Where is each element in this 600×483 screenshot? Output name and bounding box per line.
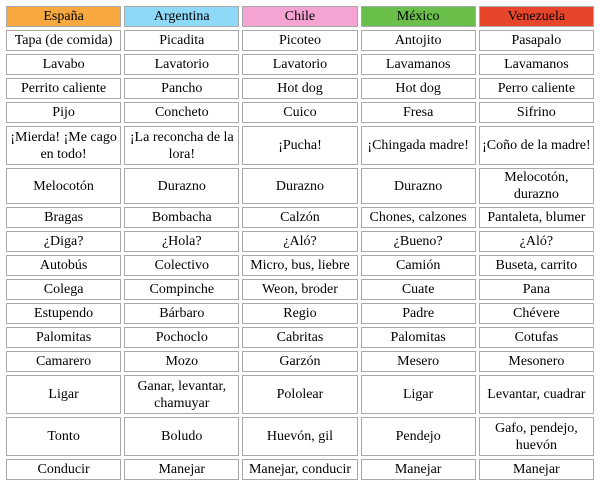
table-cell: Colectivo <box>124 255 239 276</box>
header-venezuela: Venezuela <box>479 6 594 27</box>
table-cell: Fresa <box>361 102 476 123</box>
table-cell: Melocotón <box>6 168 121 204</box>
table-cell: Durazno <box>361 168 476 204</box>
table-cell: Manejar <box>124 459 239 480</box>
table-cell: ¡Mierda! ¡Me cago en todo! <box>6 126 121 165</box>
table-cell: Boludo <box>124 417 239 456</box>
table-cell: Camarero <box>6 351 121 372</box>
table-row <box>6 459 594 480</box>
table-cell: Autobús <box>6 255 121 276</box>
table-cell: ¿Hola? <box>124 231 239 252</box>
table-cell: ¿Bueno? <box>361 231 476 252</box>
table-cell: Picadita <box>124 30 239 51</box>
table-cell: Bombacha <box>124 207 239 228</box>
table-cell: Pantaleta, blumer <box>479 207 594 228</box>
table-cell: Melocotón, durazno <box>479 168 594 204</box>
table-cell: Mozo <box>124 351 239 372</box>
table-cell: Picoteo <box>242 30 357 51</box>
table-cell: Lavatorio <box>124 54 239 75</box>
table-cell: Lavabo <box>6 54 121 75</box>
table-cell: Lavamanos <box>361 54 476 75</box>
table-cell: Manejar <box>479 459 594 480</box>
table-cell: Manejar, conducir <box>242 459 357 480</box>
table-cell: Micro, bus, liebre <box>242 255 357 276</box>
table-row <box>6 303 594 324</box>
table-row <box>6 231 594 252</box>
table-cell: Hot dog <box>361 78 476 99</box>
table-cell: Gafo, pendejo, huevón <box>479 417 594 456</box>
table-cell: Pana <box>479 279 594 300</box>
table-cell: Chones, calzones <box>361 207 476 228</box>
table-cell: Padre <box>361 303 476 324</box>
table-cell: Pochoclo <box>124 327 239 348</box>
table-row <box>6 54 594 75</box>
table-cell: Camión <box>361 255 476 276</box>
table-cell: Colega <box>6 279 121 300</box>
header-row <box>6 6 594 27</box>
table-cell: Bragas <box>6 207 121 228</box>
header-chile: Chile <box>242 6 357 27</box>
table-cell: Cuico <box>242 102 357 123</box>
table-row <box>6 279 594 300</box>
table-row <box>6 327 594 348</box>
table-cell: Cotufas <box>479 327 594 348</box>
table-cell: Garzón <box>242 351 357 372</box>
header-argentina: Argentina <box>124 6 239 27</box>
table-cell: ¿Aló? <box>242 231 357 252</box>
table-cell: Compinche <box>124 279 239 300</box>
table-cell: Sifrino <box>479 102 594 123</box>
table-row <box>6 417 594 456</box>
table-cell: Pendejo <box>361 417 476 456</box>
table-cell: Tonto <box>6 417 121 456</box>
table-cell: Cabritas <box>242 327 357 348</box>
table-cell: Palomitas <box>361 327 476 348</box>
table-cell: Palomitas <box>6 327 121 348</box>
table-cell: Chévere <box>479 303 594 324</box>
table-cell: Ligar <box>361 375 476 414</box>
table-cell: Lavatorio <box>242 54 357 75</box>
table-cell: Huevón, gil <box>242 417 357 456</box>
table-cell: ¡Pucha! <box>242 126 357 165</box>
table-cell: Buseta, carrito <box>479 255 594 276</box>
table-cell: Pijo <box>6 102 121 123</box>
vocabulary-table <box>3 3 597 483</box>
header-espana: España <box>6 6 121 27</box>
table-cell: ¡Coño de la madre! <box>479 126 594 165</box>
table-row <box>6 375 594 414</box>
table-row <box>6 126 594 165</box>
table-cell: Perrito caliente <box>6 78 121 99</box>
table-cell: ¿Diga? <box>6 231 121 252</box>
table-cell: Pasapalo <box>479 30 594 51</box>
table-cell: ¡La reconcha de la lora! <box>124 126 239 165</box>
table-cell: Mesero <box>361 351 476 372</box>
header-mexico: México <box>361 6 476 27</box>
table-cell: Ligar <box>6 375 121 414</box>
table-cell: Durazno <box>242 168 357 204</box>
table-cell: Pololear <box>242 375 357 414</box>
table-cell: Manejar <box>361 459 476 480</box>
table-cell: Cuate <box>361 279 476 300</box>
table-cell: Lavamanos <box>479 54 594 75</box>
table-cell: Ganar, levantar, chamuyar <box>124 375 239 414</box>
table-row <box>6 168 594 204</box>
table-cell: Hot dog <box>242 78 357 99</box>
table-cell: Estupendo <box>6 303 121 324</box>
table-row <box>6 351 594 372</box>
table-cell: Concheto <box>124 102 239 123</box>
table-row <box>6 207 594 228</box>
table-cell: Conducir <box>6 459 121 480</box>
table-cell: Durazno <box>124 168 239 204</box>
table-cell: Pancho <box>124 78 239 99</box>
table-cell: Calzón <box>242 207 357 228</box>
table-row <box>6 102 594 123</box>
table-cell: Mesonero <box>479 351 594 372</box>
table-cell: Bárbaro <box>124 303 239 324</box>
table-cell: Levantar, cuadrar <box>479 375 594 414</box>
table-cell: ¿Aló? <box>479 231 594 252</box>
table-cell: Antojito <box>361 30 476 51</box>
table-row <box>6 30 594 51</box>
table-row <box>6 78 594 99</box>
table-cell: Regio <box>242 303 357 324</box>
table-row <box>6 255 594 276</box>
table-cell: Perro caliente <box>479 78 594 99</box>
table-cell: Weon, broder <box>242 279 357 300</box>
table-cell: ¡Chingada madre! <box>361 126 476 165</box>
table-cell: Tapa (de comida) <box>6 30 121 51</box>
